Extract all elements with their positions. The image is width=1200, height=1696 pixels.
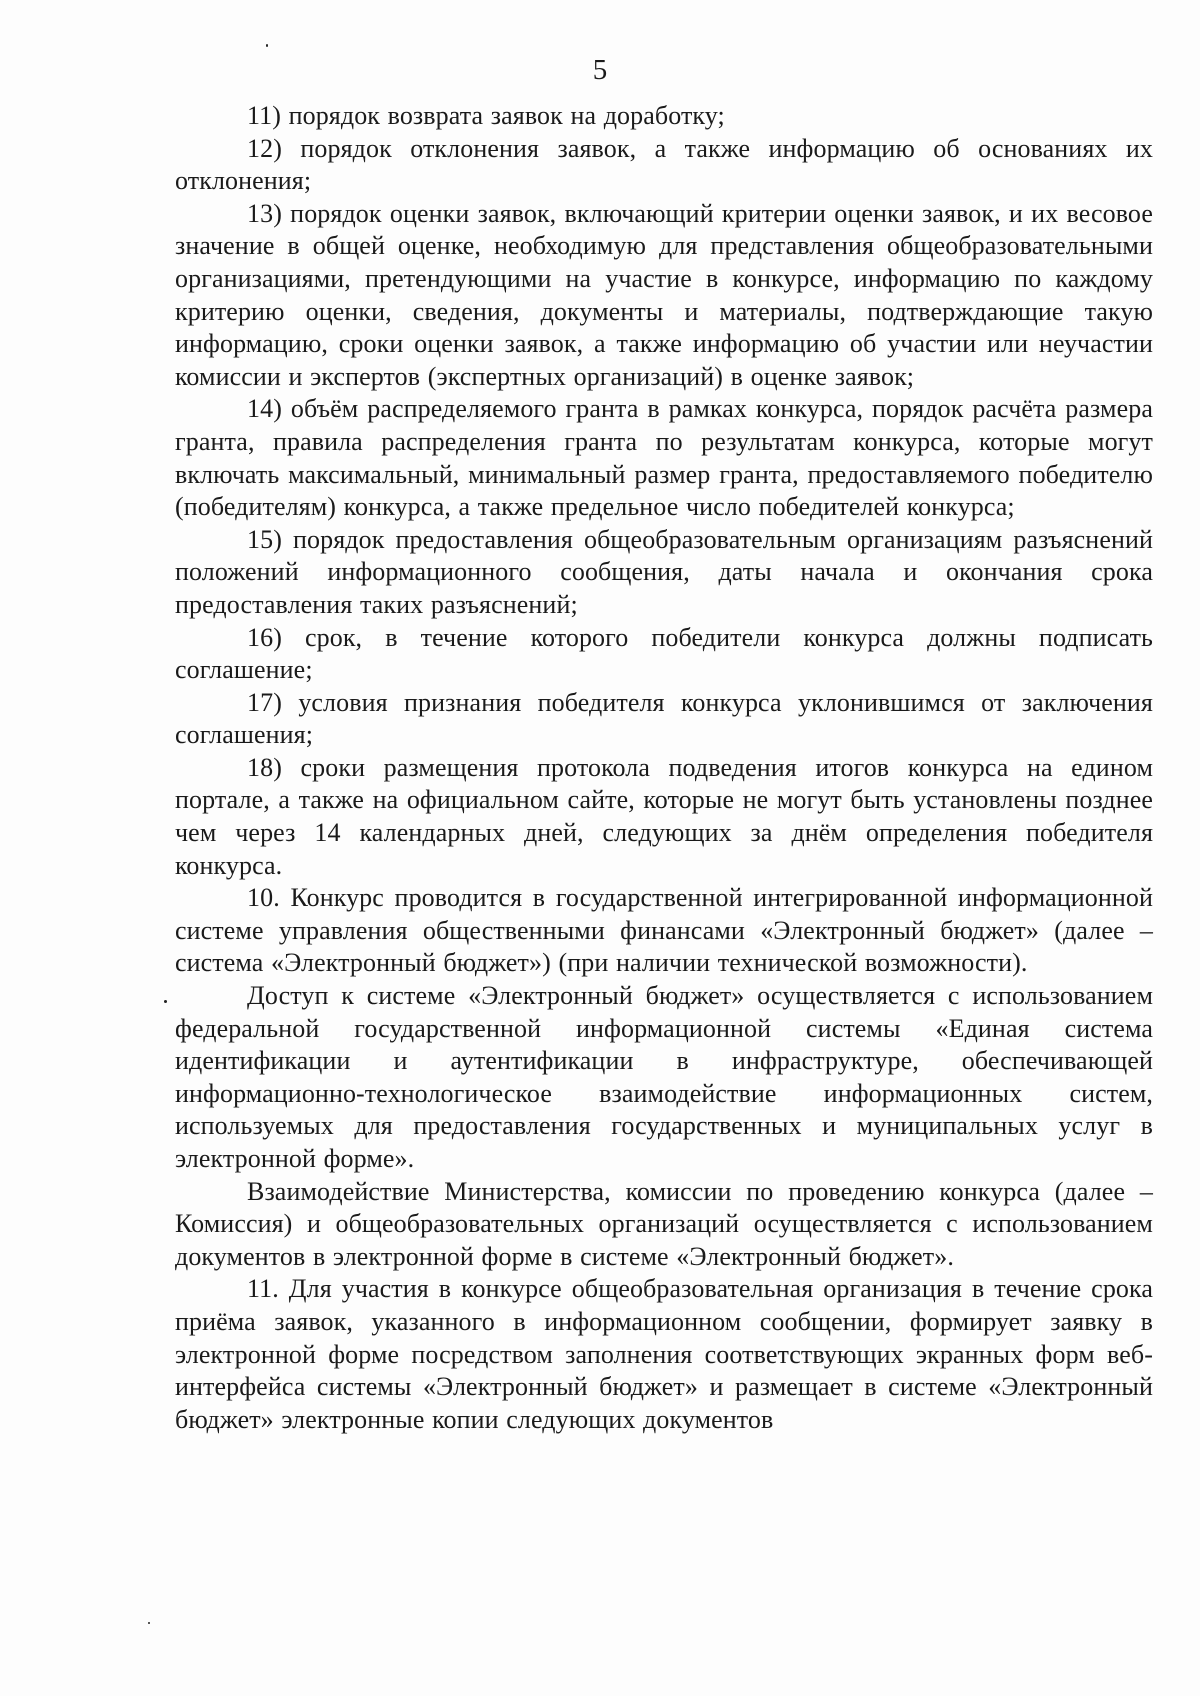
scan-speck: [148, 1622, 150, 1624]
paragraph-item-11: 11) порядок возврата заявок на доработку;: [247, 101, 725, 130]
paragraph-item-18: 18) сроки размещения протокола подведения итогов конкурса на едином портале, а также на официальном сайте, которые не могут быть установлены позднее чем через 14 календарных дней, следующих за днём определения победителя конкурса.: [175, 752, 1153, 880]
paragraph-item-16: 16) срок, в течение которого победители конкурса должны подписать соглашение;: [175, 622, 1153, 685]
page-number: 5: [592, 54, 608, 86]
document-body: [175, 100, 1153, 1436]
paragraph-item-14: 14) объём распределяемого гранта в рамках конкурса, порядок расчёта размера гранта, правила распределения гранта по результатам конкурса, которые могут включать максимальный, минимальный размер гранта, предоставляемого победителю (победителям) конкурса, а также предельное число победителей конкурса;: [175, 394, 1153, 522]
scan-speck: [266, 44, 268, 47]
paragraph-section-10: 10. Конкурс проводится в государственной интегрированной информационной системе управления общественными финансами «Электронный бюджет» (далее – система «Электронный бюджет») (при наличии технической возможности).: [175, 883, 1153, 978]
scan-speck: [164, 1000, 167, 1003]
paragraph-section-11: 11. Для участия в конкурсе общеобразовательная организация в течение срока приёма заявок, указанного в информационном сообщении, формирует заявку в электронной форме посредством заполнения соответствующих экранных форм веб-интерфейса системы «Электронный бюджет» и размещает в системе «Электронный бюджет» электронные копии следующих документов: [175, 1274, 1153, 1434]
paragraph-item-15: 15) порядок предоставления общеобразовательным организациям разъяснений положений информационного сообщения, даты начала и окончания срока предоставления таких разъяснений;: [175, 524, 1153, 619]
paragraph-item-17: 17) условия признания победителя конкурса уклонившимся от заключения соглашения;: [175, 687, 1153, 750]
paragraph-access: Доступ к системе «Электронный бюджет» осуществляется с использованием федеральной государственной информационной системы «Единая система идентификации и аутентификации в инфраструктуре, обеспечивающей информационно-технологическое взаимодействие информационных систем, используемых для предоставления государственных и муниципальных услуг в электронной форме».: [175, 981, 1153, 1173]
paragraph-item-12: 12) порядок отклонения заявок, а также информацию об основаниях их отклонения;: [175, 133, 1153, 196]
paragraph-interaction: Взаимодействие Министерства, комиссии по проведению конкурса (далее – Комиссия) и общеобразовательных организаций осуществляется с использованием документов в электронной форме в системе «Электронный бюджет».: [175, 1176, 1153, 1271]
paragraph-item-13: 13) порядок оценки заявок, включающий критерии оценки заявок, и их весовое значение в общей оценке, необходимую для представления общеобразовательными организациями, претендующими на участие в конкурсе, информацию по каждому критерию оценки, сведения, документы и материалы, подтверждающие такую информацию, сроки оценки заявок, а также информацию об участии или неучастии комиссии и экспертов (экспертных организаций) в оценке заявок;: [175, 198, 1153, 391]
